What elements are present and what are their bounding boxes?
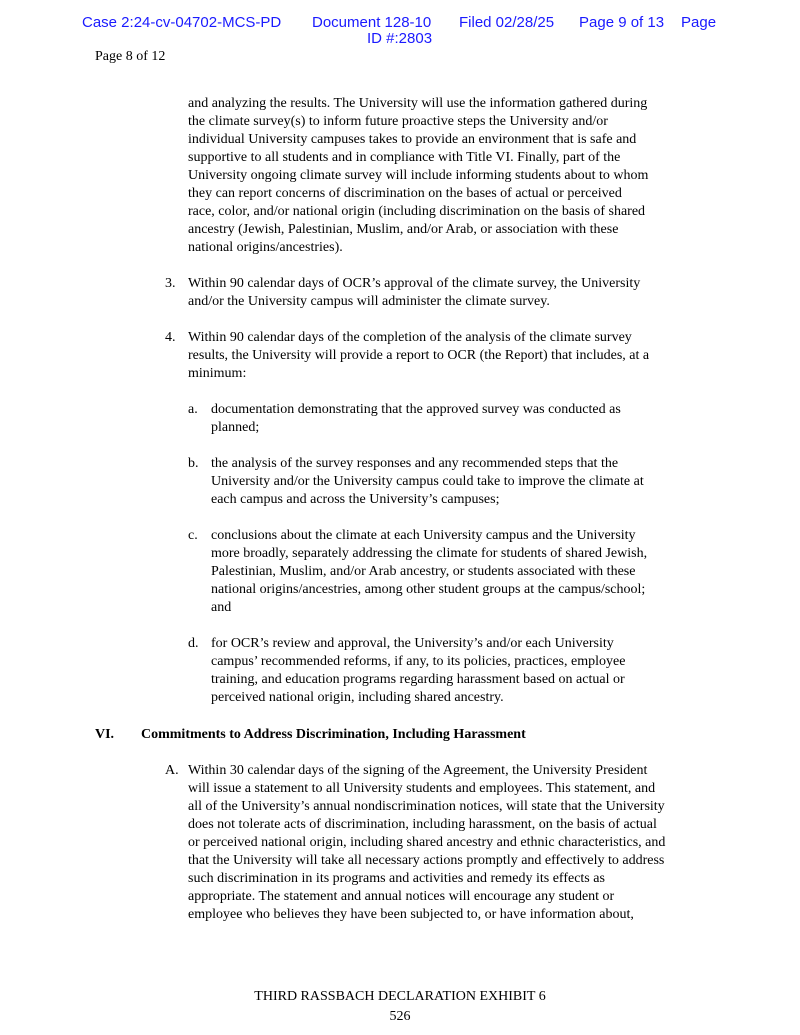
text-line: ancestry (Jewish, Palestinian, Muslim, and/or Arab, or association with these	[188, 222, 619, 237]
list-item-number: 3.	[165, 276, 176, 291]
text-line: will issue a statement to all University students and employees. This statement, and	[188, 781, 656, 796]
document-number: Document 128-10	[312, 14, 432, 31]
sub-item	[211, 527, 647, 617]
section-number: VI.	[95, 727, 115, 742]
filed-date: Filed 02/28/25	[459, 14, 555, 31]
sub-item	[211, 635, 625, 707]
sub-item-number: d.	[188, 636, 199, 651]
text-line: the analysis of the survey responses and any recommended steps that the	[211, 456, 619, 471]
case-number: Case 2:24-cv-04702-MCS-PD	[82, 14, 282, 31]
text-line: Palestinian, Muslim, and/or Arab ancestry, or students associated with these	[211, 564, 636, 579]
text-line: campus’ recommended reforms, if any, to its policies, practices, employee	[211, 654, 626, 669]
section-a-paragraph	[188, 762, 665, 924]
text-line: perceived national origin, including shared ancestry.	[211, 690, 504, 705]
sub-item-number: c.	[188, 528, 198, 543]
text-line: or perceived national origin, including shared ancestry and ethnic characteristics, and	[188, 835, 666, 850]
sub-item-number: a.	[188, 402, 198, 417]
section-a-paragraph-number: A.	[165, 763, 179, 778]
text-line: planned;	[211, 420, 260, 435]
text-line: employee who believes they have been subjected to, or have information about,	[188, 907, 634, 922]
list-item	[188, 329, 649, 383]
text-line: that the University will take all necessary actions promptly and effectively to address	[188, 853, 665, 868]
text-line: the climate survey(s) to inform future proactive steps the University and/or	[188, 114, 608, 129]
text-line: University ongoing climate survey will include informing students about to whom	[188, 168, 649, 183]
text-line: training, and education programs regarding harassment based on actual or	[211, 672, 625, 687]
text-line: minimum:	[188, 366, 247, 381]
text-line: national origins/ancestries, among other student groups at the campus/school;	[211, 582, 646, 597]
text-line: they can report concerns of discrimination on the bases of actual or perceived	[188, 186, 622, 201]
text-line: University and/or the University campus could take to improve the climate at	[211, 474, 644, 489]
page-id: ID #:2803	[367, 30, 433, 47]
footer-page: 526	[389, 1009, 411, 1024]
text-line: and/or the University campus will administer the climate survey.	[188, 294, 550, 309]
text-line: more broadly, separately addressing the climate for students of shared Jewish,	[211, 546, 648, 561]
text-line: and	[211, 600, 232, 615]
text-line: documentation demonstrating that the approved survey was conducted as	[211, 402, 621, 417]
page-label: Page	[681, 14, 717, 31]
text-line: Within 30 calendar days of the signing of the Agreement, the University President	[188, 763, 648, 778]
text-line: Within 90 calendar days of the completion of the analysis of the climate survey	[188, 330, 632, 345]
section-heading: Commitments to Address Discrimination, Including Harassment	[141, 727, 526, 742]
text-line: race, color, and/or national origin (including discrimination on the basis of shared	[188, 204, 646, 219]
text-line: all of the University’s annual nondiscrimination notices, will state that the University	[188, 799, 665, 814]
sub-item	[211, 455, 644, 509]
text-line: such discrimination in its programs and activities and remedy its effects as	[188, 871, 605, 886]
text-line: for OCR’s review and approval, the University’s and/or each University	[211, 636, 614, 651]
text-line: national origins/ancestries).	[188, 240, 343, 255]
intro-paragraph	[188, 95, 648, 257]
text-line: each campus and across the University’s campuses;	[211, 492, 500, 507]
list-item	[188, 275, 640, 311]
text-line: conclusions about the climate at each University campus and the University	[211, 528, 636, 543]
text-line: and analyzing the results. The University will use the information gathered during	[188, 96, 648, 111]
text-line: individual University campuses takes to provide an environment that is safe and	[188, 132, 637, 147]
text-line: appropriate. The statement and annual notices will encourage any student or	[188, 889, 615, 904]
inner-page-number: Page 8 of 12	[95, 49, 166, 64]
text-line: supportive to all students and in compliance with Title VI. Finally, part of the	[188, 150, 621, 165]
footer-title: THIRD RASSBACH DECLARATION EXHIBIT 6	[254, 989, 546, 1004]
text-line: does not tolerate acts of discrimination, including harassment, on the basis of actual	[188, 817, 657, 832]
page-count: Page 9 of 13	[579, 14, 665, 31]
sub-item-number: b.	[188, 456, 199, 471]
list-item-number: 4.	[165, 330, 176, 345]
text-line: results, the University will provide a report to OCR (the Report) that includes, at a	[188, 348, 650, 363]
text-line: Within 90 calendar days of OCR’s approval of the climate survey, the University	[188, 276, 641, 291]
sub-item	[211, 401, 621, 437]
